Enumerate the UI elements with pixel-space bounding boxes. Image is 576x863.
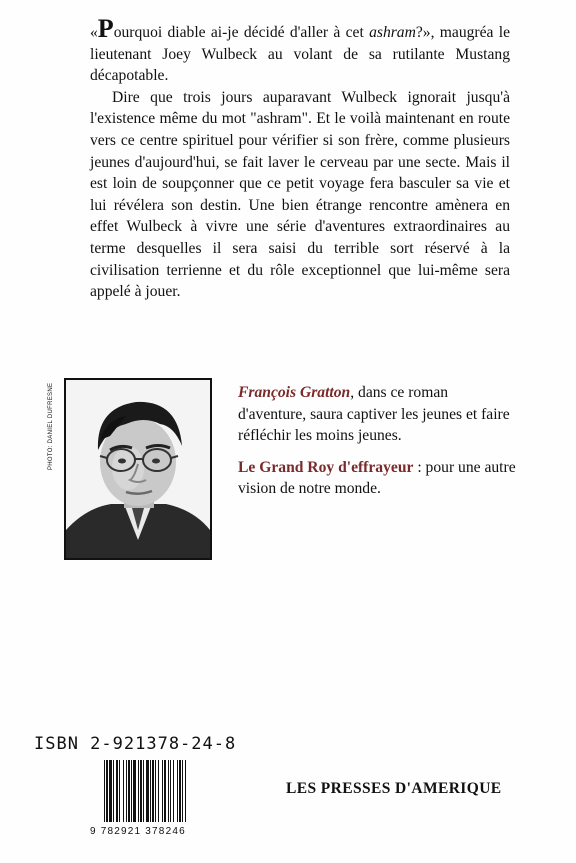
author-blurb-paragraph-1 <box>238 382 520 447</box>
photo-credit: PHOTO: DANIEL DUFRESNE <box>48 382 54 470</box>
author-blurb <box>238 382 520 510</box>
isbn-number: ISBN 2-921378-24-8 <box>34 734 237 754</box>
blurb-p1-italic: ashram <box>369 24 416 41</box>
opening-quote: « <box>90 24 98 41</box>
author-blurb-text-2: : pour une autre vision de notre monde. <box>238 458 516 498</box>
author-portrait-image <box>66 380 210 558</box>
blurb-p1-text-b: ?», maugréa le lieutenant Joey Wulbeck au volant de sa rutilante Mustang décapotable. <box>90 24 510 85</box>
author-blurb-text-1: , dans ce roman d'aventure, saura captiver les jeunes et faire réfléchir les moins jeunes. <box>238 384 510 445</box>
author-photo <box>64 378 212 560</box>
author-blurb-paragraph-2 <box>238 457 520 500</box>
back-cover-blurb <box>90 14 510 303</box>
barcode-digits: 9 782921 378246 <box>90 826 186 837</box>
publisher-name: LES PRESSES D'AMERIQUE <box>286 780 502 797</box>
barcode-image <box>102 760 232 822</box>
drop-cap: P <box>97 14 114 43</box>
author-name: François Gratton <box>238 384 351 401</box>
blurb-paragraph-1 <box>90 14 510 87</box>
blurb-paragraph-2: Dire que trois jours auparavant Wulbeck ignorait jusqu'à l'existence même du mot "ashram". Et le voilà maintenant en route vers ce centre spirituel pour vérifier si son frère, comme plusieurs jeunes d'aujourd'hui, se fait laver le cerveau par une secte. Mais il est loin de soupçonner que ce petit voyage fera basculer sa vie et lui révélera son destin. Une bien étrange rencontre amènera en effet Wulbeck à vivre une série d'aventures extraordinaires au terme desquelles il sera saisi du terrible sort réservé à la civilisation terrienne et du rôle exceptionnel que lui-même sera appelé à jouer. <box>90 88 510 301</box>
blurb-p1-text-a: ourquoi diable ai-je décidé d'aller à cet <box>113 24 370 41</box>
book-title: Le Grand Roy d'effrayeur <box>238 458 414 476</box>
